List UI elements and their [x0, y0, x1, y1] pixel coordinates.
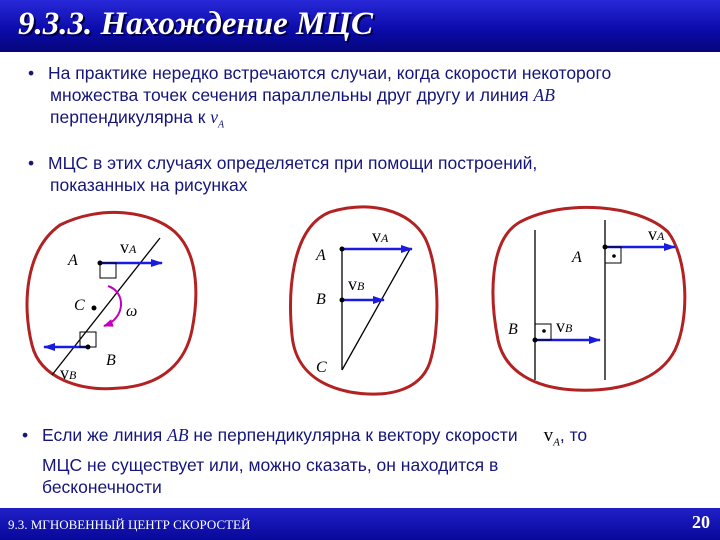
bullet-3-line-1	[42, 424, 702, 454]
diagram-3-marker-b-icon	[542, 329, 546, 333]
bullet-1-line-1: На практике нередко встречаются случаи, когда скорости некоторого	[48, 63, 612, 83]
diagram-3-point-b-icon	[533, 338, 538, 343]
diagram-2-label-a: A	[316, 247, 326, 264]
bullet-3-ab-label: AB	[167, 425, 189, 445]
diagram-3-label-vb: vB	[556, 316, 573, 336]
bullet-icon: •	[22, 425, 29, 445]
diagram-1-label-vb: vB	[60, 363, 77, 383]
bullet-3-to: , то	[559, 425, 588, 445]
diagram-2-point-a-icon	[340, 247, 345, 252]
bullet-1-line-3-text: перпендикулярна к	[50, 107, 211, 127]
diagram-1-label-b: B	[106, 352, 116, 369]
bullet-1-ab-label: AB	[533, 85, 555, 105]
diagram-1	[27, 212, 196, 388]
diagram-3-label-va: vA	[648, 224, 665, 244]
bullet-3-line-3: бесконечности	[42, 476, 162, 497]
diagram-3-label-b: B	[508, 321, 518, 338]
bullet-3-line-2: МЦС не существует или, можно сказать, он находится в	[42, 454, 499, 475]
bullet-paragraph-2	[28, 152, 708, 196]
footer-bar	[0, 508, 720, 540]
diagram-1-right-angle-a	[100, 263, 116, 278]
diagram-3-label-a: A	[572, 249, 582, 266]
diagram-3-point-a-icon	[603, 245, 608, 250]
bullet-3-line-1-text: Если же линия	[42, 425, 168, 445]
page-title: 9.3.3. Нахождение МЦС	[18, 6, 374, 42]
diagram-2-label-c: C	[316, 359, 327, 376]
page-number: 20	[692, 512, 710, 532]
bullet-paragraph-3	[22, 424, 702, 498]
bullet-1-velocity-symbol: v	[210, 107, 218, 127]
diagram-2-label-vb: vB	[348, 274, 365, 294]
bullet-3-line-1-tail: не перпендикулярна к вектору скорости	[188, 425, 518, 445]
diagram-1-label-omega: ω	[126, 303, 138, 320]
bullet-1-velocity-subscript: A	[218, 119, 225, 131]
bullet-1-line-2	[48, 84, 708, 106]
diagram-1-label-va: vA	[120, 237, 137, 257]
bullet-1-line-3	[48, 106, 708, 137]
bullet-2-line-1: МЦС в этих случаях определяется при помощи построений,	[48, 153, 538, 173]
bullet-icon: •	[28, 63, 35, 83]
diagram-1-point-c-icon	[92, 306, 97, 311]
bullet-2-line-2: показанных на рисунках	[50, 175, 248, 195]
title-bar	[0, 0, 720, 52]
bullet-1-line-2-text: множества точек сечения параллельны друг другу и линия	[50, 85, 534, 105]
diagram-3	[493, 207, 685, 390]
diagram-3-marker-a-icon	[612, 254, 616, 258]
diagram-2-label-b: B	[316, 291, 326, 308]
diagram-1-point-a-icon	[98, 261, 103, 266]
footer-section-title: 9.3. МГНОВЕННЫЙ ЦЕНТР СКОРОСТЕЙ	[8, 517, 251, 532]
diagram-2-label-va: vA	[372, 226, 389, 246]
bullet-icon: •	[28, 153, 35, 173]
diagram-2-point-b-icon	[340, 298, 345, 303]
bullet-3-velocity-subscript: A	[553, 436, 560, 449]
construction-diagrams	[0, 195, 720, 420]
diagram-1-label-a: A	[68, 252, 78, 269]
bullet-paragraph-1	[28, 62, 708, 137]
diagram-2-hypotenuse	[342, 249, 410, 370]
bullet-3-velocity-symbol: v	[543, 425, 554, 446]
diagram-2	[291, 207, 437, 394]
diagram-1-label-c: C	[74, 297, 85, 314]
diagram-1-point-b-icon	[86, 345, 91, 350]
